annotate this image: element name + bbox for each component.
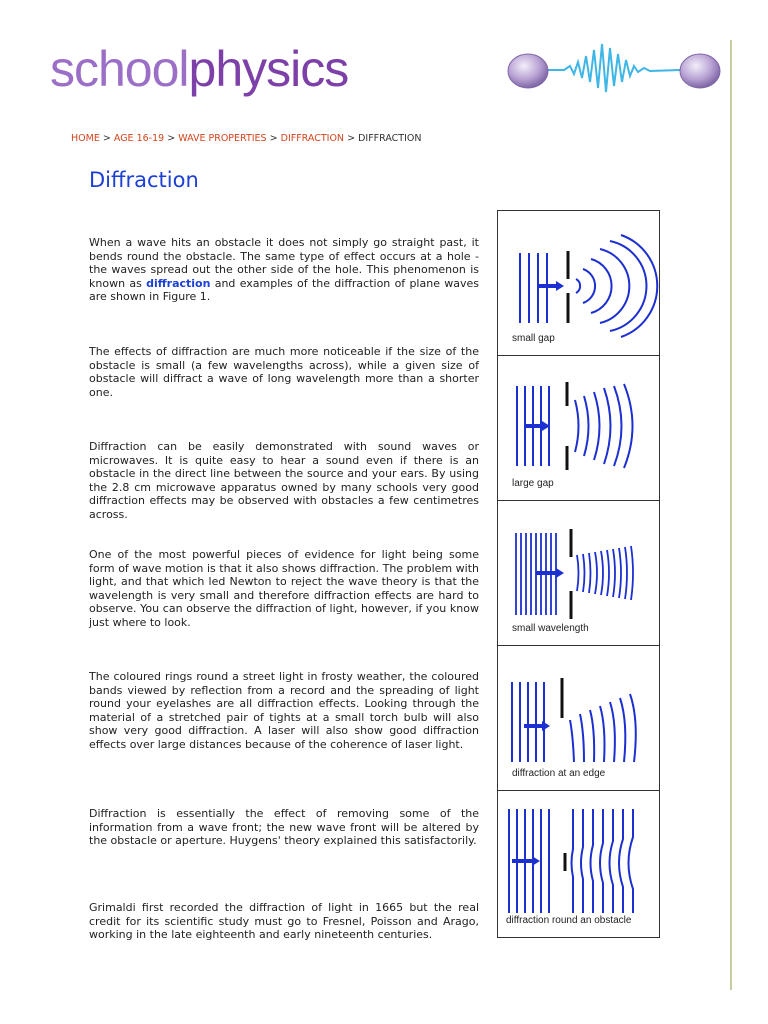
breadcrumb-separator: >: [167, 133, 176, 144]
breadcrumb-age[interactable]: AGE 16-19: [113, 133, 165, 144]
page-divider-line: [730, 40, 732, 990]
paragraph-examples: The coloured rings round a street light in frosty weather, the coloured bands viewed by reflection from a record and the spreading of light round your eyelashes are all diffraction effects. Looking through the material of a stretched pair of tights at a small torch bulb will also show very good diffraction. A laser will also show good diffraction effects over large distances because of the coherence of laser light.: [89, 670, 479, 751]
paragraph-light: One of the most powerful pieces of evidence for light being some form of wave motion is that it also shows diffraction. The problem with light, and that which led Newton to reject the wave theory is that the wavelength is very small and therefore diffraction effects are hard to observe. You can observe the diffraction of light, however, if you know just where to look.: [89, 548, 479, 629]
breadcrumb-home[interactable]: HOME: [71, 133, 100, 144]
diagram-large-gap: [498, 356, 659, 501]
caption-obstacle: diffraction round an obstacle: [506, 915, 632, 926]
site-logo[interactable]: [50, 38, 348, 100]
breadcrumb-wave-properties[interactable]: WAVE PROPERTIES: [178, 133, 267, 144]
paragraph-size-effect: The effects of diffraction are much more noticeable if the size of the obstacle is small (a few wavelengths across), while a given size of obstacle will diffract a wave of long wavelength more than a shorter one.: [89, 345, 479, 399]
diffraction-link[interactable]: diffraction: [146, 276, 211, 290]
paragraph-history: Grimaldi first recorded the diffraction of light in 1665 but the real credit for its scientific study must go to Fresnel, Poisson and Arago, working in the late eighteenth and early nineteenth centuries.: [89, 901, 479, 942]
paragraph-wavefront: Diffraction is essentially the effect of removing some of the information from a wave front; the new wave front will be altered by the obstacle or aperture. Huygens' theory explained this satisfactorily.: [89, 807, 479, 848]
paragraph-sound: Diffraction can be easily demonstrated with sound waves or microwaves. It is quite easy to hear a sound even if there is an obstacle in the direct line between the source and your ears. By using the 2.8 cm microwave apparatus owned by many schools very good diffraction effects may be observed with obstacles a few centimetres across.: [89, 440, 479, 521]
diagram-small-wavelength: [498, 501, 659, 646]
header-wave-graphic: [504, 38, 724, 112]
page-title: Diffraction: [89, 168, 199, 192]
figure-diffraction-diagrams: [497, 210, 660, 938]
diagram-obstacle: [498, 791, 659, 935]
breadcrumb: [71, 133, 422, 144]
caption-small-gap: small gap: [512, 333, 555, 344]
breadcrumb-diffraction[interactable]: DIFFRACTION: [280, 133, 345, 144]
diagram-small-gap: [498, 211, 659, 356]
breadcrumb-separator: >: [102, 133, 111, 144]
logo-part-school: school: [50, 41, 189, 97]
breadcrumb-separator: >: [347, 133, 356, 144]
caption-edge: diffraction at an edge: [512, 768, 606, 779]
diagram-edge: [498, 646, 659, 791]
breadcrumb-separator: >: [269, 133, 278, 144]
caption-small-wavelength: small wavelength: [512, 623, 589, 634]
paragraph-intro: When a wave hits an obstacle it does not simply go straight past, it bends round the obstacle. The same type of effect occurs at a hole - the waves spread out the other side of the hole. This phenomenon is known as diffraction and examples of the diffraction of plane waves are shown in Figure 1.: [89, 236, 480, 304]
logo-part-physics: physics: [188, 41, 349, 97]
caption-large-gap: large gap: [512, 478, 554, 489]
breadcrumb-current: DIFFRACTION: [358, 133, 422, 144]
